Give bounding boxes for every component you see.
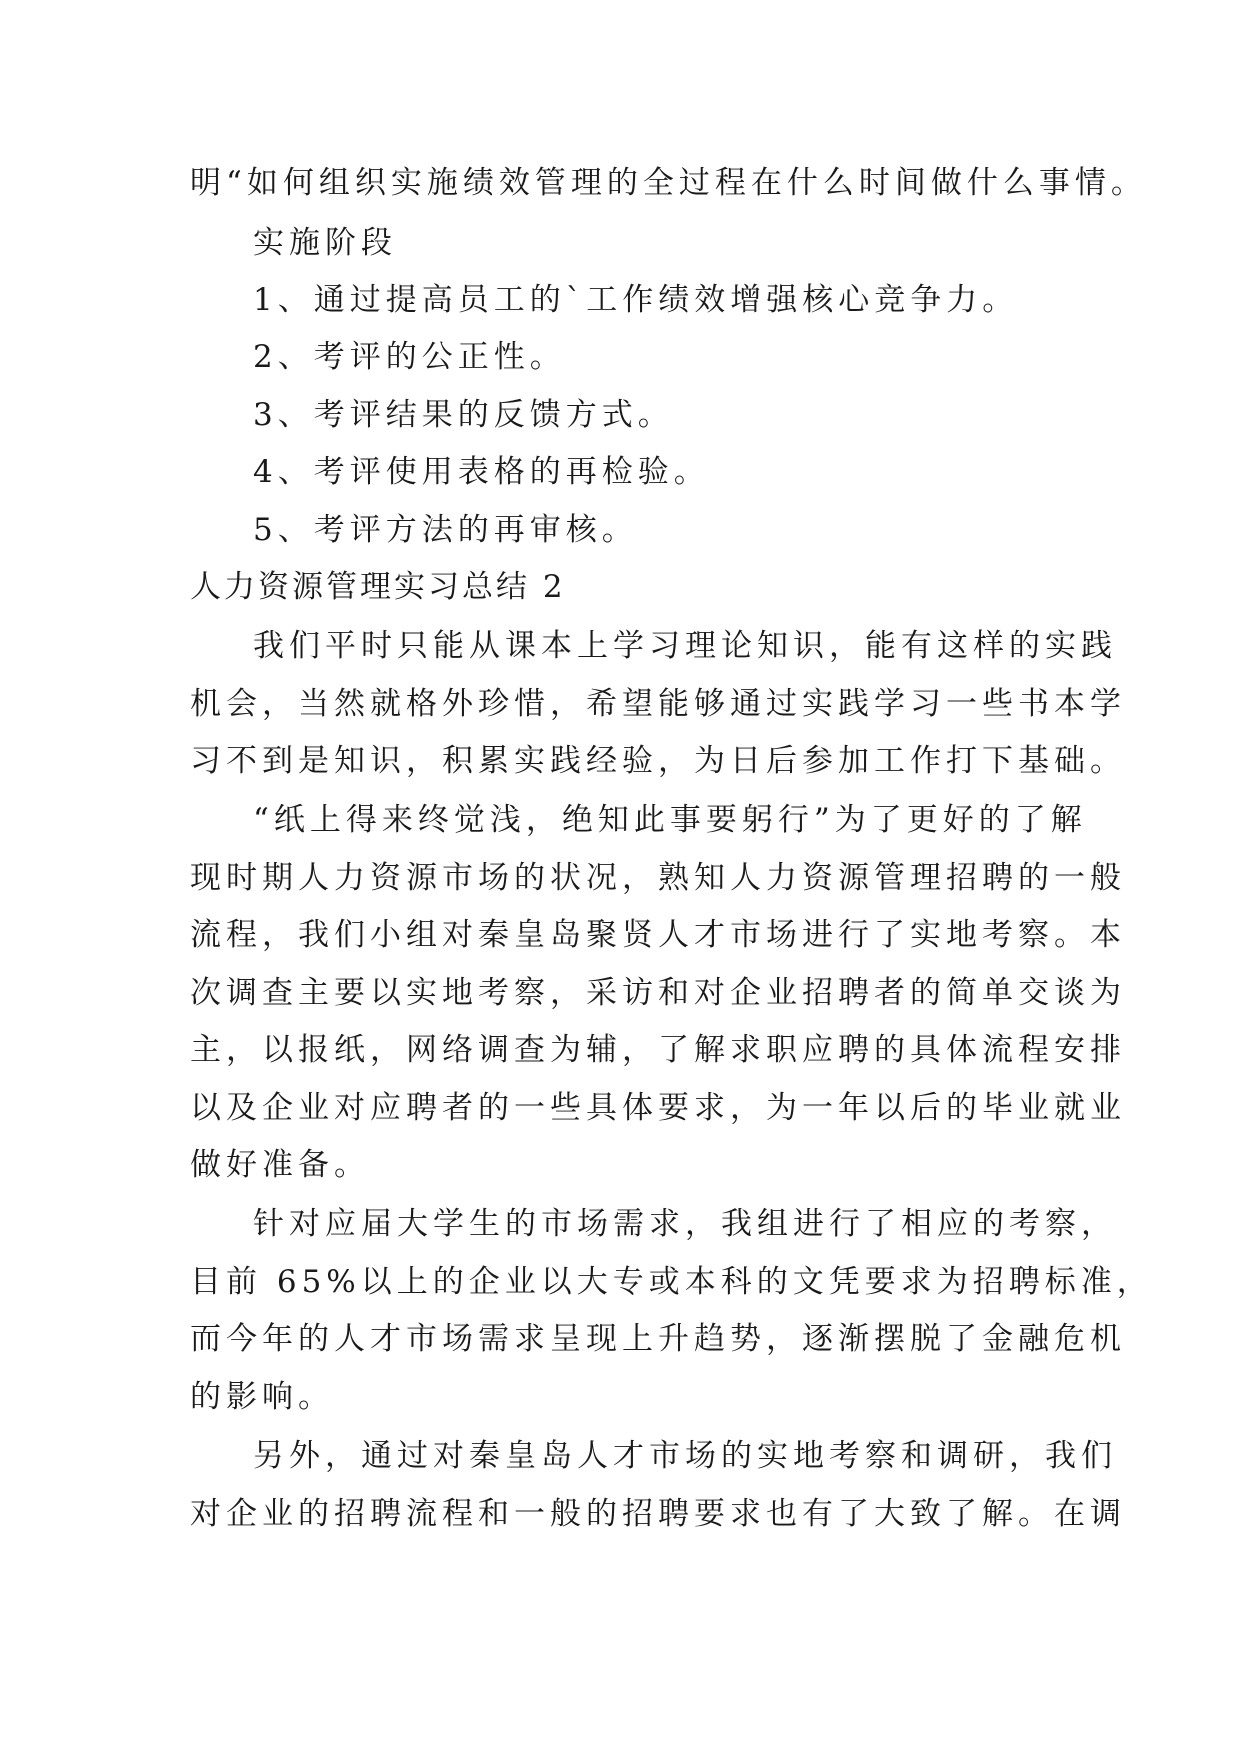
stage-item-2: 2、考评的公正性。: [253, 339, 566, 375]
paragraph-line: 习不到是知识，积累实践经验，为日后参加工作打下基础。: [190, 743, 1126, 779]
stage-item-3: 3、考评结果的反馈方式。: [253, 397, 674, 433]
intro-tail-line: 明“如何组织实施绩效管理的全过程在什么时间做什么事情。: [190, 165, 1147, 201]
paragraph-line: 以及企业对应聘者的一些具体要求，为一年以后的毕业就业: [190, 1090, 1126, 1126]
paragraph-line: 而今年的人才市场需求呈现上升趋势，逐渐摆脱了金融危机: [190, 1321, 1126, 1357]
stage-item-4: 4、考评使用表格的再检验。: [253, 454, 710, 490]
section-title: 人力资源管理实习总结 2: [190, 569, 566, 605]
stage-item-5: 5、考评方法的再审核。: [253, 512, 638, 548]
paragraph-line: 针对应届大学生的市场需求，我组进行了相应的考察，: [253, 1206, 1117, 1242]
paragraph-line: 另外，通过对秦皇岛人才市场的实地考察和调研，我们: [253, 1438, 1117, 1474]
paragraph-line: 现时期人力资源市场的状况，熟知人力资源管理招聘的一般: [190, 860, 1126, 896]
stage-item-1: 1、通过提高员工的`工作绩效增强核心竞争力。: [253, 282, 1019, 318]
paragraph-line: 流程，我们小组对秦皇岛聚贤人才市场进行了实地考察。本: [190, 917, 1126, 953]
paragraph-line: “纸上得来终觉浅，绝知此事要躬行”为了更好的了解: [253, 802, 1087, 838]
paragraph-line: 我们平时只能从课本上学习理论知识，能有这样的实践: [253, 628, 1117, 664]
paragraph-line: 目前 65%以上的企业以大专或本科的文凭要求为招聘标准，: [190, 1264, 1153, 1300]
paragraph-line: 做好准备。: [190, 1147, 370, 1183]
paragraph-line: 的影响。: [190, 1379, 334, 1415]
paragraph-line: 机会，当然就格外珍惜，希望能够通过实践学习一些书本学: [190, 686, 1126, 722]
paragraph-line: 主，以报纸，网络调查为辅，了解求职应聘的具体流程安排: [190, 1032, 1126, 1068]
stage-heading: 实施阶段: [253, 225, 397, 261]
paragraph-line: 次调查主要以实地考察，采访和对企业招聘者的简单交谈为: [190, 975, 1126, 1011]
paragraph-line: 对企业的招聘流程和一般的招聘要求也有了大致了解。在调: [190, 1496, 1126, 1532]
